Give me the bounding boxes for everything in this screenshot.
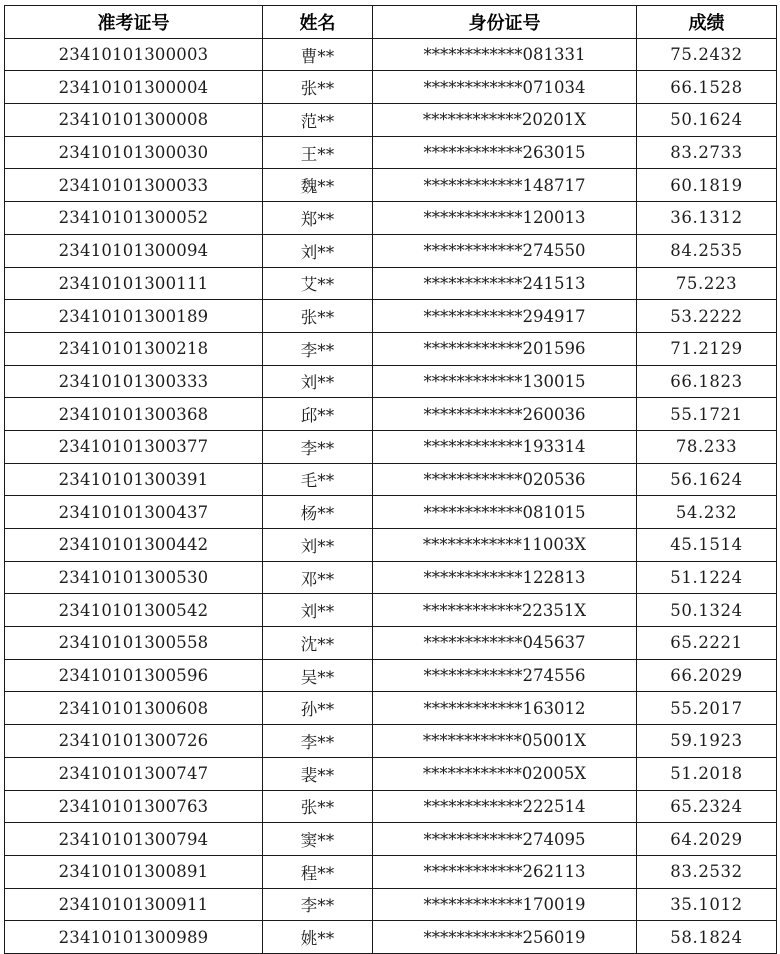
exam-number-cell: 23410101300989 (5, 921, 263, 954)
id-number-cell: ************071034 (373, 71, 637, 104)
exam-number-cell: 23410101300608 (5, 692, 263, 725)
name-cell: 郑** (263, 202, 373, 235)
id-number-cell: ************148717 (373, 169, 637, 202)
score-cell: 64.2029 (637, 823, 777, 856)
table-row (5, 38, 777, 71)
id-number-cell: ************22351X (373, 594, 637, 627)
score-cell: 65.2221 (637, 627, 777, 660)
name-cell: 程** (263, 855, 373, 888)
score-cell: 66.1823 (637, 365, 777, 398)
score-cell: 75.223 (637, 267, 777, 300)
id-number-cell: ************294917 (373, 300, 637, 333)
name-cell: 魏** (263, 169, 373, 202)
score-cell: 59.1923 (637, 725, 777, 758)
exam-number-cell: 23410101300004 (5, 71, 263, 104)
table-row (5, 725, 777, 758)
header-exam-number: 准考证号 (5, 6, 263, 39)
name-cell: 毛** (263, 463, 373, 496)
score-cell: 51.1224 (637, 561, 777, 594)
table-row (5, 234, 777, 267)
table-row (5, 430, 777, 463)
table-row (5, 855, 777, 888)
id-number-cell: ************081331 (373, 38, 637, 71)
id-number-cell: ************193314 (373, 430, 637, 463)
id-number-cell: ************081015 (373, 496, 637, 529)
id-number-cell: ************122813 (373, 561, 637, 594)
score-cell: 36.1312 (637, 202, 777, 235)
score-cell: 71.2129 (637, 332, 777, 365)
exam-number-cell: 23410101300052 (5, 202, 263, 235)
table-row (5, 921, 777, 954)
name-cell: 艾** (263, 267, 373, 300)
table-row (5, 561, 777, 594)
score-cell: 65.2324 (637, 790, 777, 823)
name-cell: 姚** (263, 921, 373, 954)
header-id-number: 身份证号 (373, 6, 637, 39)
id-number-cell: ************05001X (373, 725, 637, 758)
name-cell: 李** (263, 332, 373, 365)
exam-number-cell: 23410101300911 (5, 888, 263, 921)
id-number-cell: ************045637 (373, 627, 637, 660)
table-row (5, 332, 777, 365)
score-cell: 83.2733 (637, 136, 777, 169)
score-cell: 53.2222 (637, 300, 777, 333)
id-number-cell: ************201596 (373, 332, 637, 365)
exam-number-cell: 23410101300596 (5, 659, 263, 692)
exam-number-cell: 23410101300891 (5, 855, 263, 888)
exam-number-cell: 23410101300391 (5, 463, 263, 496)
name-cell: 窦** (263, 823, 373, 856)
id-number-cell: ************274095 (373, 823, 637, 856)
score-cell: 58.1824 (637, 921, 777, 954)
exam-number-cell: 23410101300442 (5, 529, 263, 562)
table-row (5, 398, 777, 431)
name-cell: 刘** (263, 529, 373, 562)
id-number-cell: ************260036 (373, 398, 637, 431)
score-cell: 66.1528 (637, 71, 777, 104)
header-row (5, 6, 777, 39)
table-row (5, 757, 777, 790)
score-cell: 55.1721 (637, 398, 777, 431)
score-cell: 54.232 (637, 496, 777, 529)
name-cell: 曹** (263, 38, 373, 71)
id-number-cell: ************163012 (373, 692, 637, 725)
name-cell: 张** (263, 71, 373, 104)
id-number-cell: ************170019 (373, 888, 637, 921)
score-cell: 35.1012 (637, 888, 777, 921)
exam-number-cell: 23410101300030 (5, 136, 263, 169)
exam-number-cell: 23410101300033 (5, 169, 263, 202)
id-number-cell: ************241513 (373, 267, 637, 300)
exam-number-cell: 23410101300333 (5, 365, 263, 398)
table-row (5, 594, 777, 627)
id-number-cell: ************274556 (373, 659, 637, 692)
score-cell: 66.2029 (637, 659, 777, 692)
score-cell: 51.2018 (637, 757, 777, 790)
id-number-cell: ************20201X (373, 104, 637, 137)
exam-number-cell: 23410101300218 (5, 332, 263, 365)
table-row (5, 529, 777, 562)
name-cell: 邱** (263, 398, 373, 431)
id-number-cell: ************256019 (373, 921, 637, 954)
score-cell: 45.1514 (637, 529, 777, 562)
name-cell: 沈** (263, 627, 373, 660)
name-cell: 张** (263, 790, 373, 823)
id-number-cell: ************020536 (373, 463, 637, 496)
id-number-cell: ************274550 (373, 234, 637, 267)
score-cell: 55.2017 (637, 692, 777, 725)
table-row (5, 496, 777, 529)
id-number-cell: ************120013 (373, 202, 637, 235)
table-row (5, 790, 777, 823)
score-cell: 50.1324 (637, 594, 777, 627)
name-cell: 刘** (263, 234, 373, 267)
name-cell: 刘** (263, 594, 373, 627)
score-cell: 75.2432 (637, 38, 777, 71)
table-row (5, 71, 777, 104)
name-cell: 李** (263, 430, 373, 463)
exam-number-cell: 23410101300111 (5, 267, 263, 300)
id-number-cell: ************02005X (373, 757, 637, 790)
id-number-cell: ************130015 (373, 365, 637, 398)
table-row (5, 692, 777, 725)
exam-number-cell: 23410101300794 (5, 823, 263, 856)
name-cell: 杨** (263, 496, 373, 529)
table-row (5, 169, 777, 202)
name-cell: 吴** (263, 659, 373, 692)
table-row (5, 659, 777, 692)
table-row (5, 627, 777, 660)
header-name: 姓名 (263, 6, 373, 39)
name-cell: 孙** (263, 692, 373, 725)
header-score: 成绩 (637, 6, 777, 39)
table-row (5, 463, 777, 496)
score-cell: 83.2532 (637, 855, 777, 888)
table-row (5, 300, 777, 333)
name-cell: 邓** (263, 561, 373, 594)
table-row (5, 267, 777, 300)
score-cell: 84.2535 (637, 234, 777, 267)
score-cell: 78.233 (637, 430, 777, 463)
id-number-cell: ************263015 (373, 136, 637, 169)
name-cell: 范** (263, 104, 373, 137)
score-sheet (4, 5, 776, 954)
exam-number-cell: 23410101300437 (5, 496, 263, 529)
name-cell: 李** (263, 725, 373, 758)
id-number-cell: ************222514 (373, 790, 637, 823)
id-number-cell: ************11003X (373, 529, 637, 562)
name-cell: 张** (263, 300, 373, 333)
exam-number-cell: 23410101300542 (5, 594, 263, 627)
exam-number-cell: 23410101300763 (5, 790, 263, 823)
name-cell: 李** (263, 888, 373, 921)
name-cell: 刘** (263, 365, 373, 398)
score-cell: 60.1819 (637, 169, 777, 202)
table-row (5, 823, 777, 856)
exam-number-cell: 23410101300747 (5, 757, 263, 790)
table-row (5, 104, 777, 137)
name-cell: 裴** (263, 757, 373, 790)
exam-number-cell: 23410101300003 (5, 38, 263, 71)
score-cell: 56.1624 (637, 463, 777, 496)
id-number-cell: ************262113 (373, 855, 637, 888)
name-cell: 王** (263, 136, 373, 169)
exam-number-cell: 23410101300726 (5, 725, 263, 758)
exam-number-cell: 23410101300530 (5, 561, 263, 594)
score-table (4, 5, 777, 954)
exam-number-cell: 23410101300558 (5, 627, 263, 660)
table-row (5, 136, 777, 169)
table-row (5, 202, 777, 235)
exam-number-cell: 23410101300094 (5, 234, 263, 267)
exam-number-cell: 23410101300008 (5, 104, 263, 137)
exam-number-cell: 23410101300377 (5, 430, 263, 463)
exam-number-cell: 23410101300368 (5, 398, 263, 431)
table-row (5, 888, 777, 921)
score-cell: 50.1624 (637, 104, 777, 137)
table-row (5, 365, 777, 398)
exam-number-cell: 23410101300189 (5, 300, 263, 333)
